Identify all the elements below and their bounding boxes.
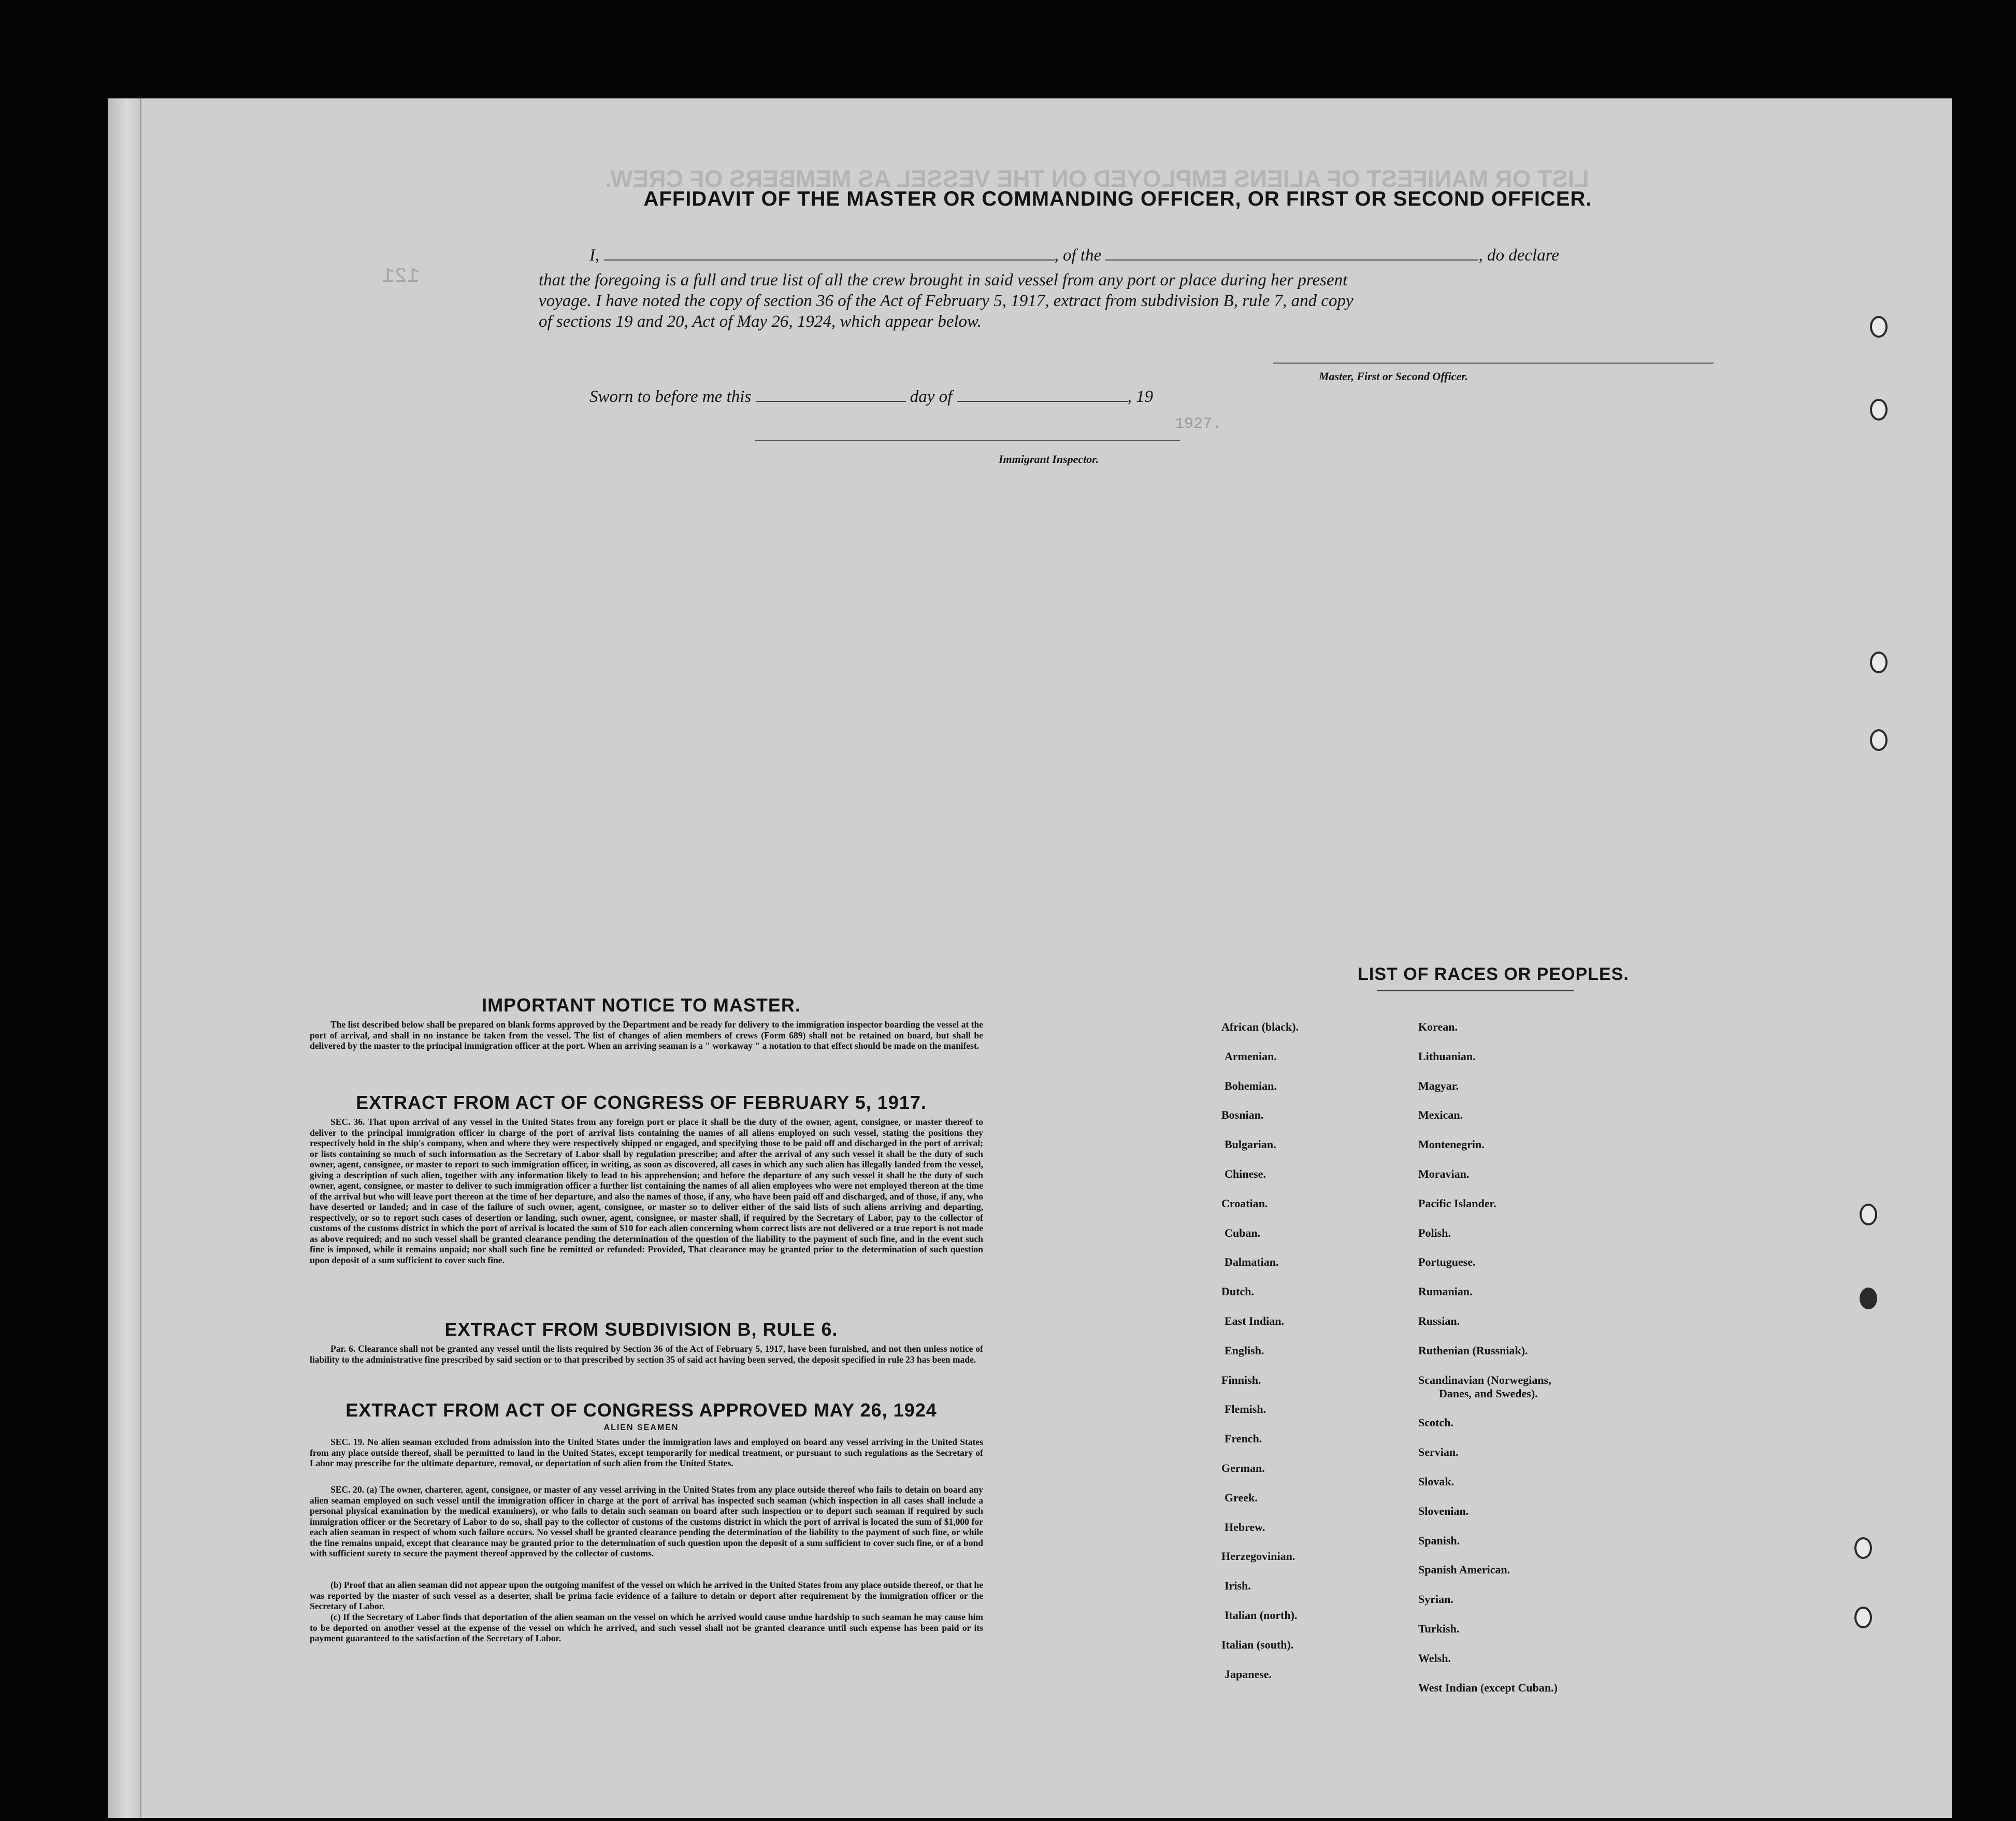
punch-hole: [1870, 652, 1888, 673]
vessel-field[interactable]: [1105, 245, 1478, 261]
race-item: Irish.: [1225, 1579, 1251, 1593]
affidavit-of-the: , of the: [1054, 246, 1102, 265]
name-field[interactable]: [604, 245, 1055, 261]
race-item: West Indian (except Cuban.): [1418, 1681, 1558, 1694]
race-item: Montenegrin.: [1418, 1138, 1485, 1151]
race-item: Greek.: [1225, 1491, 1258, 1504]
extract-1917-body: SEC. 36. That upon arrival of any vessel in the United States from any foreign port or place it shall be the duty of the owner, agent, consignee, or master thereof to deliver to the principal immigration officer in charge of the port of arrival lists containing the names of all aliens employed on such vessel, stating the positions they respectively hold in the ship's company, when and where they were respectively shipped or engaged, and specifying those to be paid off and discharged in the port of arrival; or lists containing so much of such information as the Secretary of Labor shall by regulation prescribe; and after the arrival of any such vessel it shall be the duty of such owner, agent, consignee, or master to report to such immigration officer, in writing, as soon as discovered, all cases in which any such alien has illegally landed from the vessel, giving a description of such alien, together with any information likely to lead to his apprehension; and before the departure of any such vessel it shall be the duty of such owner, agent, consignee, or master to deliver to such immigration officer a further list containing the names of all alien employees who were not employed thereon at the time of the arrival but who will leave port thereon at the time of her departure, and also the names of those, if any, who have been paid off and discharged, and of those, if any, who have deserted or landed; and in case of the failure of such owner, agent, consignee, or master so to deliver either of the said lists of such aliens arriving and departing, respectively, or so to report such cases of desertion or landing, such owner, agent, consignee, or master shall, if required by the Secretary of Labor, pay to the collector of customs of the customs district in which the port of arrival is located the sum of $10 for each alien concerning whom correct lists are not delivered or a true report is not made as above required; and no such vessel shall be granted clearance pending the determination of the question of the liability to the payment of such fine, and in the event such fine is imposed, while it remains unpaid; nor shall such fine be remitted or refunded: Provided, That clearance may be granted prior to the determination of such question upon deposit of a sum sufficient to cover such fine.: [310, 1117, 983, 1265]
race-item: Spanish American.: [1418, 1563, 1510, 1577]
race-item: Korean.: [1418, 1020, 1458, 1033]
binding-spine: [108, 98, 141, 1818]
race-item: English.: [1225, 1343, 1264, 1357]
race-item: Scotch.: [1418, 1416, 1453, 1429]
master-signature-line[interactable]: [1273, 363, 1713, 364]
affidavit-line-4: of sections 19 and 20, Act of May 26, 1924, which appear below.: [539, 312, 982, 331]
inspector-signature-label: Immigrant Inspector.: [999, 453, 1099, 466]
races-title-rule: [1377, 990, 1574, 991]
bleed-through-number: 121: [382, 265, 420, 288]
race-item: Bohemian.: [1225, 1079, 1277, 1092]
extract-rule6-body: Par. 6. Clearance shall not be granted any vessel until the lists required by Section 36 of the Act of February 5, 1917, have been furnished, and not then unless notice of liability to the administrative fine prescribed by said section or to that prescribed by section 35 of said act having been served, the deposit specified in rule 23 has been made.: [310, 1343, 983, 1365]
race-item: Portuguese.: [1418, 1255, 1476, 1269]
extract-1924-sec20c: (c) If the Secretary of Labor finds that deportation of the alien seaman on the vessel on which he arrived would cause undue hardship to such seaman he may cause him to be deported on another vessel at the expense of the vessel on which he arrived, and such vessel shall not be granted clearance until such expense has been paid or its payment guaranteed to the satisfaction of the Secretary of Labor.: [310, 1612, 983, 1643]
punch-hole: [1870, 316, 1888, 338]
race-item: African (black).: [1221, 1020, 1299, 1033]
affidavit-line-1: [589, 245, 1559, 265]
race-item: Flemish.: [1225, 1403, 1266, 1416]
race-item: Lithuanian.: [1418, 1049, 1476, 1063]
race-item: Italian (south).: [1221, 1638, 1294, 1651]
race-item: French.: [1225, 1432, 1262, 1446]
race-item: Slovenian.: [1418, 1504, 1469, 1518]
master-signature-label: Master, First or Second Officer.: [1319, 370, 1468, 383]
notice-title: IMPORTANT NOTICE TO MASTER.: [482, 994, 801, 1016]
race-item: Moravian.: [1418, 1167, 1470, 1180]
affidavit-line-2: that the foregoing is a full and true list of all the crew brought in said vessel from any port or place during her present: [539, 271, 1348, 290]
race-item: Polish.: [1418, 1226, 1451, 1239]
race-item: Slovak.: [1418, 1475, 1455, 1488]
alien-seamen-subtitle: ALIEN SEAMEN: [603, 1423, 679, 1432]
race-item: Armenian.: [1225, 1049, 1277, 1063]
races-title: LIST OF RACES OR PEOPLES.: [1358, 964, 1629, 984]
race-item: Ruthenian (Russniak).: [1418, 1343, 1528, 1357]
document-page: [108, 98, 1952, 1818]
punch-hole: [1854, 1607, 1872, 1628]
race-item: East Indian.: [1225, 1314, 1284, 1327]
race-item: Mexican.: [1418, 1108, 1463, 1122]
sworn-month-field[interactable]: [957, 386, 1128, 402]
day-of-label: day of: [910, 387, 953, 406]
race-item: Pacific Islander.: [1418, 1196, 1496, 1210]
race-item: Chinese.: [1225, 1167, 1266, 1180]
extract-1917-title: EXTRACT FROM ACT OF CONGRESS OF FEBRUARY 5, 1917.: [356, 1092, 927, 1113]
race-item: Turkish.: [1418, 1622, 1460, 1635]
race-item: Japanese.: [1225, 1667, 1272, 1681]
race-item: Finnish.: [1221, 1373, 1261, 1386]
race-item: Syrian.: [1418, 1593, 1453, 1606]
race-item: Hebrew.: [1225, 1520, 1265, 1534]
extract-rule6-title: EXTRACT FROM SUBDIVISION B, RULE 6.: [444, 1319, 838, 1340]
punch-hole: [1860, 1204, 1877, 1225]
race-item: Servian.: [1418, 1446, 1459, 1459]
year-prefix: , 19: [1127, 387, 1154, 406]
affidavit-line-3: voyage. I have noted the copy of section 36 of the Act of February 5, 1917, extract from subdivision B, rule 7, and copy: [539, 292, 1353, 310]
race-item: Rumanian.: [1418, 1285, 1473, 1298]
race-item: Spanish.: [1418, 1534, 1460, 1547]
affidavit-i: I,: [589, 246, 600, 265]
sworn-line: [589, 386, 1153, 407]
punch-hole: [1870, 399, 1888, 421]
race-item: Magyar.: [1418, 1079, 1459, 1092]
inspector-signature-line[interactable]: [755, 440, 1180, 441]
extract-1924-sec19: SEC. 19. No alien seaman excluded from admission into the United States under the immigration laws and employed on board any vessel arriving in the United States from any place outside thereof, shall be permitted to land in the United States, except temporarily for medical treatment, or pursuant to such regulations as the Secretary of Labor may prescribe for the ultimate departure, removal, or deportation of such alien from the United States.: [310, 1437, 983, 1468]
punch-hole: [1860, 1288, 1877, 1309]
punch-hole: [1854, 1537, 1872, 1559]
race-item: Bulgarian.: [1225, 1138, 1276, 1151]
bleed-through-title: LIST OR MANIFEST OF ALIENS EMPLOYED ON THE VESSEL AS MEMBERS OF CREW.: [605, 165, 1589, 192]
year-handwritten: 1927.: [1175, 415, 1222, 433]
extract-1924-sec20b: (b) Proof that an alien seaman did not appear upon the outgoing manifest of the vessel on which he arrived in the United States from any place outside thereof, or that he was reported by the master of such vessel as a deserter, shall be prima facie evidence of a failure to detain or deport after requirement by the immigration officer or the Secretary of Labor.: [310, 1580, 983, 1611]
race-item: Danes, and Swedes).: [1439, 1386, 1538, 1400]
sworn-day-field[interactable]: [756, 386, 906, 402]
race-item: Dutch.: [1221, 1285, 1254, 1298]
sworn-label: Sworn to before me this: [589, 387, 752, 406]
affidavit-declare: , do declare: [1478, 246, 1559, 265]
extract-1924-title: EXTRACT FROM ACT OF CONGRESS APPROVED MAY 26, 1924: [345, 1399, 937, 1421]
race-item: Dalmatian.: [1225, 1255, 1279, 1269]
race-item: Cuban.: [1225, 1226, 1261, 1239]
affidavit-title: AFFIDAVIT OF THE MASTER OR COMMANDING OFFICER, OR FIRST OR SECOND OFFICER.: [643, 187, 1592, 210]
race-item: Welsh.: [1418, 1651, 1451, 1665]
punch-hole: [1870, 729, 1888, 751]
race-item: Herzegovinian.: [1221, 1550, 1295, 1563]
notice-body: The list described below shall be prepared on blank forms approved by the Department and be ready for delivery to the immigration inspector boarding the vessel at the port of arrival, and shall in no instance be taken from the vessel. The list of changes of alien members of crews (Form 689) shall not be retained on board, but shall be delivered by the master to the principal immigration officer at the port. When an arriving seaman is a " workaway " a notation to that effect should be made on the manifest.: [310, 1019, 983, 1051]
extract-1924-sec20a: SEC. 20. (a) The owner, charterer, agent, consignee, or master of any vessel arriving in the United States from any place outside thereof who fails to detain on board any alien seaman employed on such vessel until the immigration officer in charge at the port of arrival has inspected such seaman (which inspection in all cases shall include a personal physical examination by the medical examiners), or who fails to detain such seaman on board after such inspection or to deport such seaman if required by such immigration officer or the Secretary of Labor to do so, shall pay to the collector of customs of the customs district in which the port of arrival is located the sum of $1,000 for each alien seaman in respect of whom such failure occurs. No vessel shall be granted clearance pending the determination of the liability to the payment of such fine, or while the fine remains unpaid, except that clearance may be granted prior to the determination of such question upon the deposit of a sum sufficient to cover such fine, or of a bond with sufficient surety to secure the payment thereof approved by the collector of customs.: [310, 1484, 983, 1558]
race-item: Russian.: [1418, 1314, 1460, 1327]
race-item: Scandinavian (Norwegians,: [1418, 1373, 1551, 1386]
race-item: German.: [1221, 1462, 1265, 1475]
race-item: Italian (north).: [1225, 1609, 1298, 1622]
race-item: Bosnian.: [1221, 1108, 1264, 1122]
race-item: Croatian.: [1221, 1196, 1268, 1210]
